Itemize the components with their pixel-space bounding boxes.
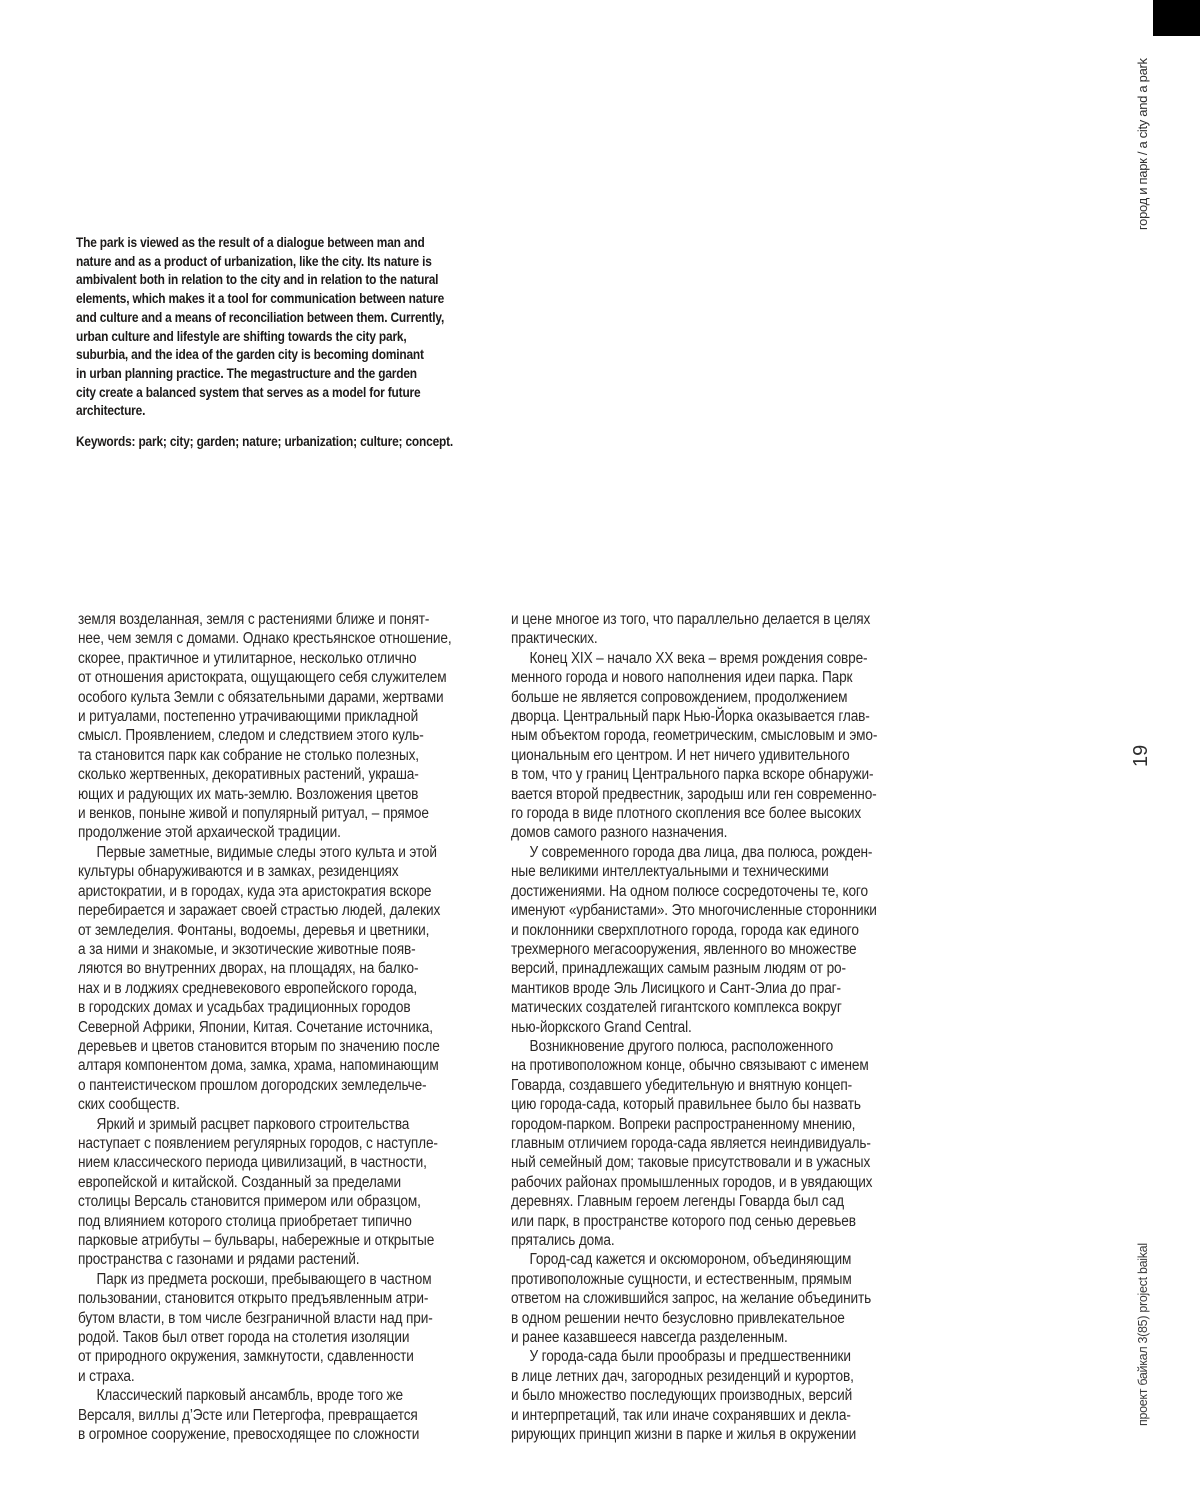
text-line: ских сообществ. xyxy=(78,1096,180,1114)
text-line: suburbia, and the idea of the garden city is becoming dominant xyxy=(76,346,424,363)
text-line: нах и в лоджиях средневекового европейского города, xyxy=(78,979,418,997)
text-line: та становится парк как собрание не столько полезных, xyxy=(78,746,419,764)
text-line: от земледелия. Фонтаны, водоемы, деревья и цветники, xyxy=(78,921,430,939)
text-line: цию города-сада, который правильнее было бы назвать xyxy=(511,1096,861,1114)
text-line: именуют «урбанистами». Это многочисленные сторонники xyxy=(511,902,877,920)
text-line: больше не является сопровождением, продолжением xyxy=(511,688,848,706)
text-line: Возникновение другого полюса, расположенного xyxy=(529,1037,834,1055)
text-line: нью-йоркского Grand Central. xyxy=(511,1018,692,1036)
text-line: ambivalent both in relation to the city and in relation to the natural xyxy=(76,271,439,288)
page-number: 19 xyxy=(1130,744,1152,767)
text-line: и поклонники сверхплотного города, города как единого xyxy=(511,921,859,939)
text-line: Конец XIX – начало XX века – время рождения совре- xyxy=(529,649,868,667)
text-line: городом-парком. Вопреки распространенному мнению, xyxy=(511,1115,856,1133)
text-line: практических. xyxy=(511,630,598,648)
text-line: достижениями. На одном полюсе сосредоточены те, кого xyxy=(511,882,868,900)
text-line: У города-сада были прообразы и предшественники xyxy=(529,1348,851,1366)
text-line: менного города и нового наполнения идеи парка. Парк xyxy=(511,669,853,687)
text-line: противоположные сущности, и естественным, прямым xyxy=(511,1270,852,1288)
text-line: пространства с газонами и рядами растений. xyxy=(78,1251,360,1269)
text-line: in urban planning practice. The megastructure and the garden xyxy=(76,364,417,381)
text-line: ответом на сложившийся запрос, на желание объединить xyxy=(511,1290,872,1308)
text-line: дворца. Центральный парк Нью-Йорка оказывается глав- xyxy=(511,708,870,726)
text-line: деревьев и цветов становится вторым по значению после xyxy=(78,1037,440,1055)
text-line: elements, which makes it a tool for communication between nature xyxy=(76,290,445,307)
text-line: алтаря компонентом дома, замка, храма, напоминающим xyxy=(78,1057,439,1075)
text-line: главным отличием города-сада является неиндивидуаль- xyxy=(511,1134,871,1152)
corner-tab-mark xyxy=(1153,0,1200,36)
text-line: architecture. xyxy=(76,402,146,419)
text-line: и было множество последующих производных, версий xyxy=(511,1387,853,1405)
keywords-line: Keywords: park; city; garden; nature; urbanization; culture; concept. xyxy=(76,433,454,450)
text-line: ный семейный дом; таковые присутствовали и в ужасных xyxy=(511,1154,871,1172)
text-line: и ранее казавшееся навсегда разделенным. xyxy=(511,1329,788,1347)
text-line: The park is viewed as the result of a dialogue between man and xyxy=(76,234,425,250)
text-line: нее, чем земля с домами. Однако крестьянское отношение, xyxy=(78,630,452,648)
text-line: перебирается и заражает своей страстью людей, далеких xyxy=(78,902,441,920)
text-line: вается второй предвестник, зародыш или ген современно- xyxy=(511,785,877,803)
text-line: Классический парковый ансамбль, вроде того же xyxy=(96,1387,404,1405)
text-line: прятались дома. xyxy=(511,1232,615,1249)
text-line: urban culture and lifestyle are shifting towards the city park, xyxy=(76,327,407,344)
text-line: родой. Таков был ответ города на столетия изоляции xyxy=(78,1329,410,1347)
text-line: или парк, в пространстве которого под сенью деревьев xyxy=(511,1212,856,1230)
text-line: земля возделанная, земля с растениями ближе и понят- xyxy=(78,611,430,628)
text-line: скорее, практичное и утилитарное, несколько отлично xyxy=(78,649,417,667)
text-line: домов самого разного назначения. xyxy=(511,824,728,842)
text-line: особого культа Земли с обязательными дарами, жертвами xyxy=(78,688,444,706)
text-line: Яркий и зримый расцвет паркового строительства xyxy=(96,1115,410,1133)
text-line: от отношения аристократа, ощущающего себя служителем xyxy=(78,669,447,687)
text-line: в огромное сооружение, превосходящее по сложности xyxy=(78,1426,420,1444)
text-line: и цене многое из того, что параллельно делается в целях xyxy=(511,611,871,628)
text-line: Говарда, создавшего убедительную и внятную концеп- xyxy=(511,1076,853,1094)
text-line: циональным его центром. И нет ничего удивительного xyxy=(511,746,850,764)
text-line: и ритуалами, постепенно утрачивающими прикладной xyxy=(78,708,419,726)
body-column-left xyxy=(78,610,518,1444)
text-line: а за ними и знакомые, и экзотические животные появ- xyxy=(78,940,416,958)
section-vertical-label: город и парк / a city and a park xyxy=(1135,58,1150,230)
text-line: культуры обнаруживаются и в замках, резиденциях xyxy=(78,863,399,881)
text-line: матических создателей гигантского комплекса вокруг xyxy=(511,999,842,1017)
text-line: Версаля, виллы д’Эсте или Петергофа, превращается xyxy=(78,1406,418,1424)
text-line: в городских домах и усадьбах традиционных городов xyxy=(78,999,411,1017)
journal-vertical-label: проект байкал 3(85) project baikal xyxy=(1136,1243,1150,1426)
text-line: Парк из предмета роскоши, пребывающего в частном xyxy=(96,1270,432,1288)
text-line: европейской и китайской. Созданный за пределами xyxy=(78,1173,401,1191)
text-line: пользовании, становится открыто предъявленным атри- xyxy=(78,1290,429,1308)
text-line: и венков, поныне живой и популярный ритуал, – прямое xyxy=(78,805,429,823)
text-line: рирующих принцип жизни в парке и жилья в окружении xyxy=(511,1426,857,1444)
text-line: ляются во внутренних дворах, на площадях, на балко- xyxy=(78,960,419,978)
body-column-right xyxy=(511,610,951,1444)
text-line: в том, что у границ Центрального парка вскоре обнаружи- xyxy=(511,766,874,784)
text-line: рабочих районах промышленных городов, и в увядающих xyxy=(511,1173,873,1191)
text-line: ные великими интеллектуальными и техническими xyxy=(511,863,829,881)
text-line: ным объектом города, геометрическим, смысловым и эмо- xyxy=(511,727,878,745)
text-line: под влиянием которого столица приобретает типично xyxy=(78,1212,412,1230)
text-line: бутом власти, в том числе безграничной власти над при- xyxy=(78,1309,433,1327)
text-line: наступает с появлением регулярных городов, с наступле- xyxy=(78,1134,438,1152)
text-line: деревнях. Главным героем легенды Говарда был сад xyxy=(511,1193,845,1211)
text-line: мантиков вроде Эль Лисицкого и Сант-Элиа до праг- xyxy=(511,979,841,997)
text-line: от природного окружения, замкнутости, сдавленности xyxy=(78,1348,414,1366)
text-line: nature and as a product of urbanization, like the city. Its nature is xyxy=(76,252,432,269)
text-line: столицы Версаль становится примером или образцом, xyxy=(78,1193,421,1211)
text-line: в лице летних дач, загородных резиденций и курортов, xyxy=(511,1367,854,1385)
text-line: и страха. xyxy=(78,1367,135,1385)
text-line: Первые заметные, видимые следы этого культа и этой xyxy=(96,843,437,861)
text-line: парковые атрибуты – бульвары, набережные и открытые xyxy=(78,1232,435,1249)
abstract-text xyxy=(76,233,501,420)
text-line: го города в виде плотного скопления все более высоких xyxy=(511,805,862,823)
english-abstract xyxy=(76,233,501,451)
text-line: ющих и радующих их мать-землю. Возложения цветов xyxy=(78,785,419,803)
text-line: на противоположном конце, обычно связывают с именем xyxy=(511,1057,869,1075)
text-line: трехмерного мегасооружения, явленного во множестве xyxy=(511,940,857,958)
text-line: продолжение этой архаической традиции. xyxy=(78,824,341,842)
text-line: версий, принадлежащих самым разным людям от ро- xyxy=(511,960,846,978)
text-line: нием классического периода цивилизаций, в частности, xyxy=(78,1154,427,1172)
text-line: city create a balanced system that serves as a model for future xyxy=(76,383,421,400)
text-line: и интерпретаций, так или иначе сохранявших и декла- xyxy=(511,1406,851,1424)
text-line: в одном решении нечто безусловно привлекательное xyxy=(511,1309,845,1327)
text-line: and culture and a means of reconciliation between them. Currently, xyxy=(76,308,445,325)
text-line: смысл. Проявлением, следом и следствием этого куль- xyxy=(78,727,424,745)
text-line: Город-сад кажется и оксюмороном, объединяющим xyxy=(529,1251,852,1269)
text-line: о пантеистическом прошлом догородских земледельче- xyxy=(78,1076,427,1094)
text-line: У современного города два лица, два полюса, рожден- xyxy=(529,843,873,861)
text-line: Северной Африки, Японии, Китая. Сочетание источника, xyxy=(78,1018,433,1036)
text-line: сколько жертвенных, декоративных растений, украша- xyxy=(78,766,419,784)
text-line: аристократии, и в городах, куда эта аристократия вскоре xyxy=(78,882,432,900)
